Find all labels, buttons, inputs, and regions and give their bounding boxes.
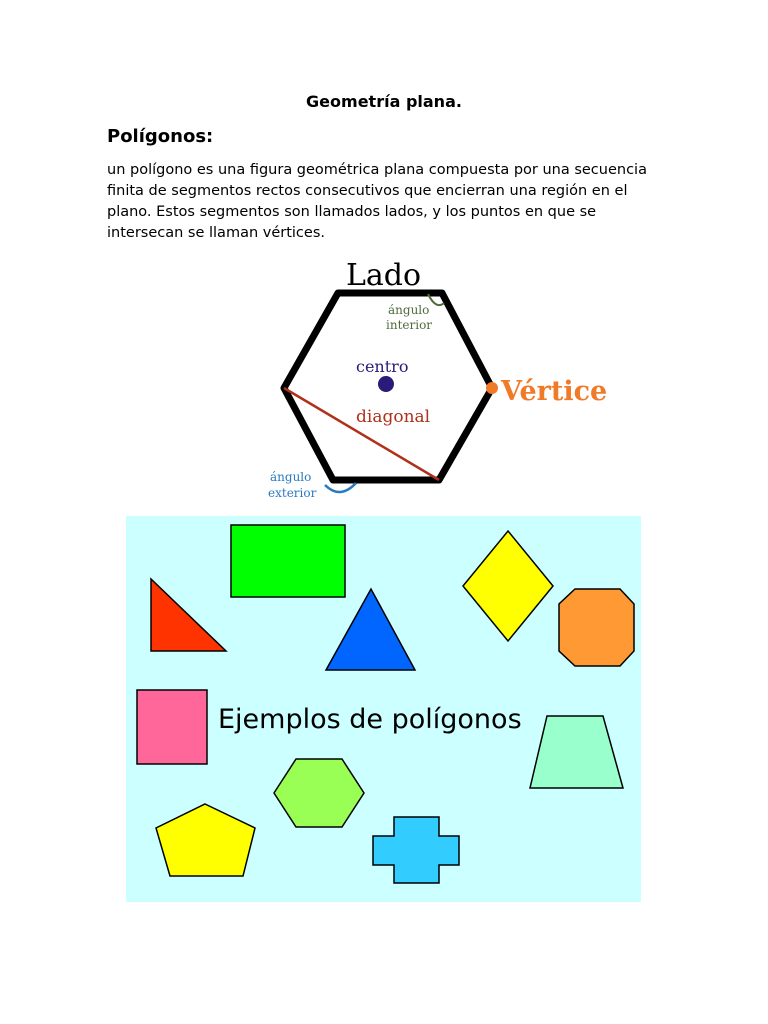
center-label: centro <box>356 357 409 376</box>
octagon-shape <box>559 589 634 666</box>
diagonal-label: diagonal <box>356 407 431 427</box>
right-triangle-shape <box>151 579 226 651</box>
vertex-label: Vértice <box>501 376 608 407</box>
triangle-shape <box>326 589 415 670</box>
interior-angle-label-1: ángulo <box>388 303 430 317</box>
rectangle-shape <box>231 525 345 597</box>
hexagon-diagram <box>250 255 620 505</box>
exterior-angle-label-1: ángulo <box>270 470 312 484</box>
rhombus-shape <box>463 531 553 641</box>
center-point <box>378 376 394 392</box>
trapezoid-shape <box>530 716 623 788</box>
side-label: Lado <box>346 258 422 293</box>
exterior-angle-arc <box>325 483 356 492</box>
definition-paragraph: un polígono es una figura geométrica plana compuesta por una secuencia finita de segmentos rectos consecutivos que encierran una región en el plano. Estos segmentos son llamados lados, y los puntos en que se intersecan se llaman vértices. <box>107 162 647 241</box>
square-shape <box>137 690 207 764</box>
page-title: Geometría plana. <box>306 92 462 111</box>
section-heading: Polígonos: <box>107 126 214 147</box>
exterior-angle-label-2: exterior <box>268 486 317 500</box>
vertex-point <box>486 382 498 394</box>
hexagon-shape <box>274 759 364 827</box>
polygon-examples-figure <box>126 516 641 902</box>
polygons-caption: Ejemplos de polígonos <box>218 704 522 735</box>
cross-shape <box>373 817 459 883</box>
pentagon-shape <box>156 804 255 876</box>
interior-angle-label-2: interior <box>386 318 433 332</box>
